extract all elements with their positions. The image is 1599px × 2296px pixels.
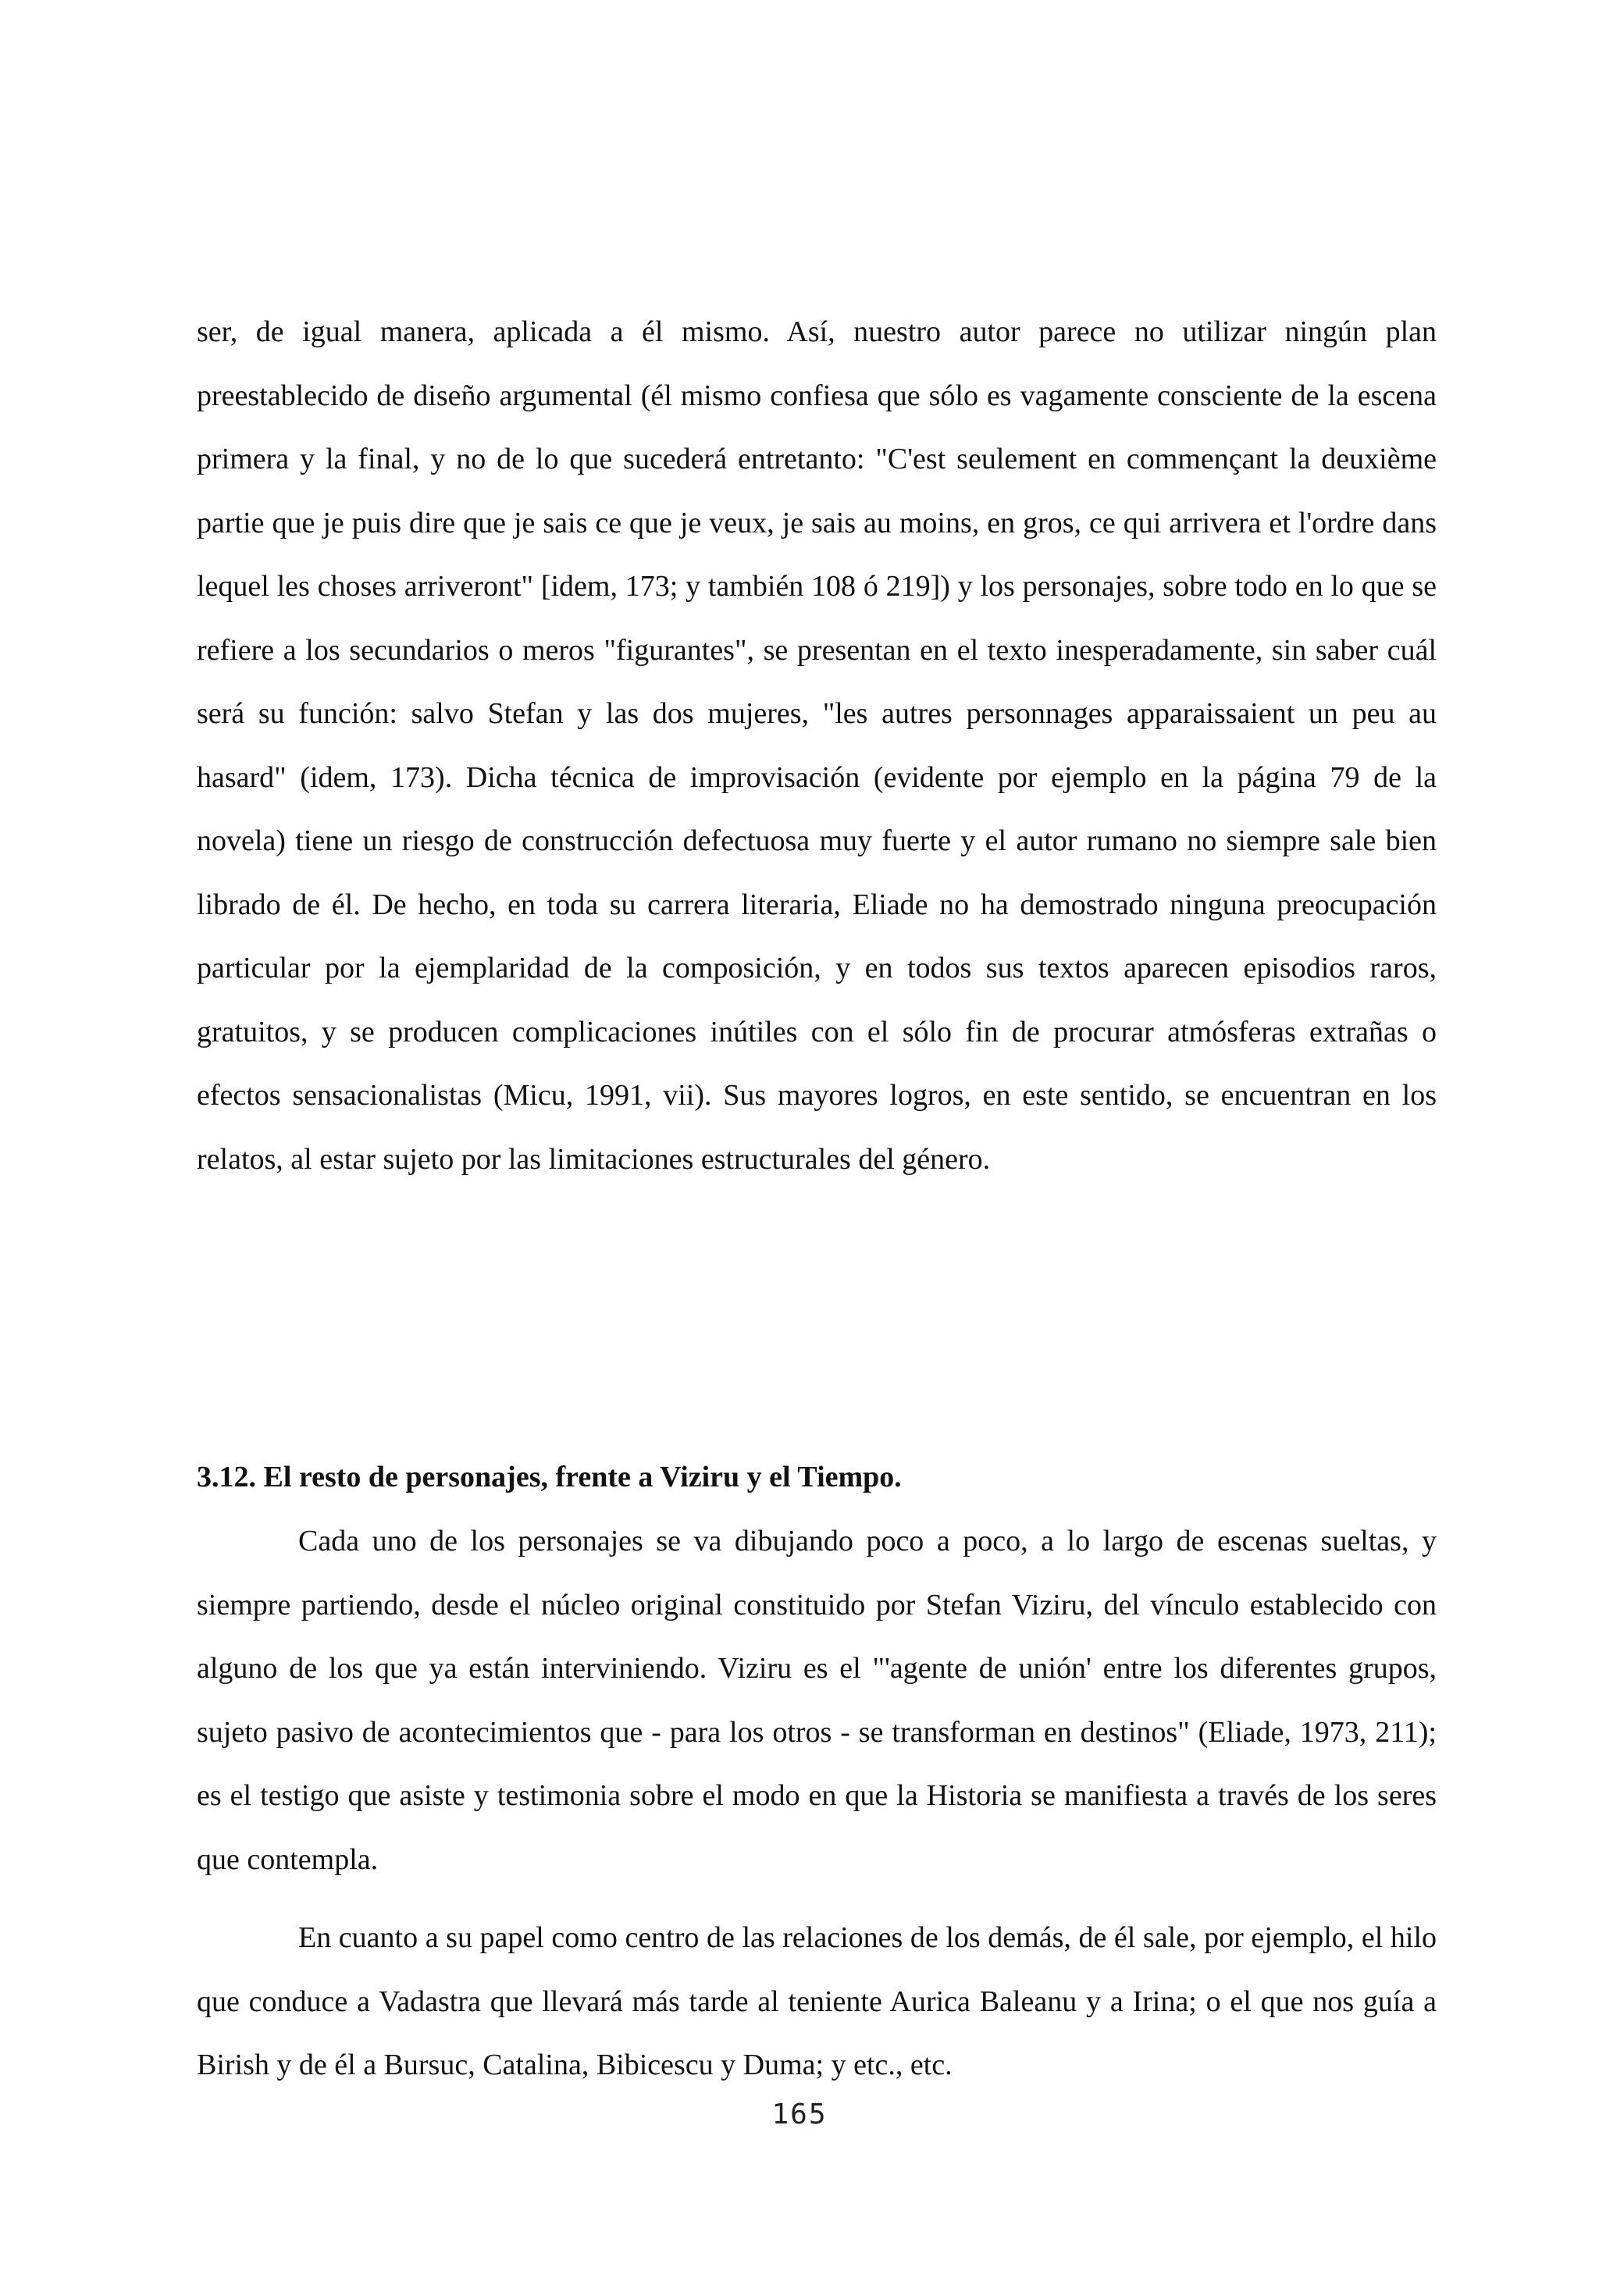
- body-paragraph: Cada uno de los personajes se va dibujando poco a poco, a lo largo de escenas sueltas, y siempre partiendo, desde el núcleo original constituido por Stefan Viziru, del vínculo establecido con alguno de los que ya están interviniendo. Viziru es el "'agente de unión' entre los diferentes grupos, sujeto pasivo de acontecimientos que - para los otros - se transforman en destinos" (Eliade, 1973, 211); es el testigo que asiste y testimonia sobre el modo en que la Historia se manifiesta a través de los seres que contempla.: [197, 1525, 1437, 1876]
- page-number: 165: [771, 2098, 828, 2130]
- section-heading: 3.12. El resto de personajes, frente a Viziru y el Tiempo.: [197, 1461, 902, 1493]
- body-paragraph: En cuanto a su papel como centro de las relaciones de los demás, de él sale, por ejemplo, el hilo que conduce a Vadastra que llevará más tarde al teniente Aurica Baleanu y a Irina; o el que nos guía a Birish y de él a Bursuc, Catalina, Bibicescu y Duma; y etc., etc.: [197, 1921, 1437, 2081]
- body-paragraph: ser, de igual manera, aplicada a él mismo. Así, nuestro autor parece no utilizar ningún plan preestablecido de diseño argumental (él mismo confiesa que sólo es vagamente consciente de la escena primera y la final, y no de lo que sucederá entretanto: "C'est seulement en commençant la deuxième partie que je puis dire que je sais ce que je veux, je sais au moins, en gros, ce qui arrivera et l'ordre dans lequel les choses arriveront" [idem, 173; y también 108 ó 219]) y los personajes, sobre todo en lo que se refiere a los secundarios o meros "figurantes", se presentan en el texto inesperadamente, sin saber cuál será su función: salvo Stefan y las dos mujeres, "les autres personnages apparaissaient un peu au hasard" (idem, 173). Dicha técnica de improvisación (evidente por ejemplo en la página 79 de la novela) tiene un riesgo de construcción defectuosa muy fuerte y el autor rumano no siempre sale bien librado de él. De hecho, en toda su carrera literaria, Eliade no ha demostrado ninguna preocupación particular por la ejemplaridad de la composición, y en todos sus textos aparecen episodios raros, gratuitos, y se producen complicaciones inútiles con el sólo fin de procurar atmósferas extrañas o efectos sensacionalistas (Micu, 1991, vii). Sus mayores logros, en este sentido, se encuentran en los relatos, al estar sujeto por las limitaciones estructurales del género.: [197, 315, 1437, 1176]
